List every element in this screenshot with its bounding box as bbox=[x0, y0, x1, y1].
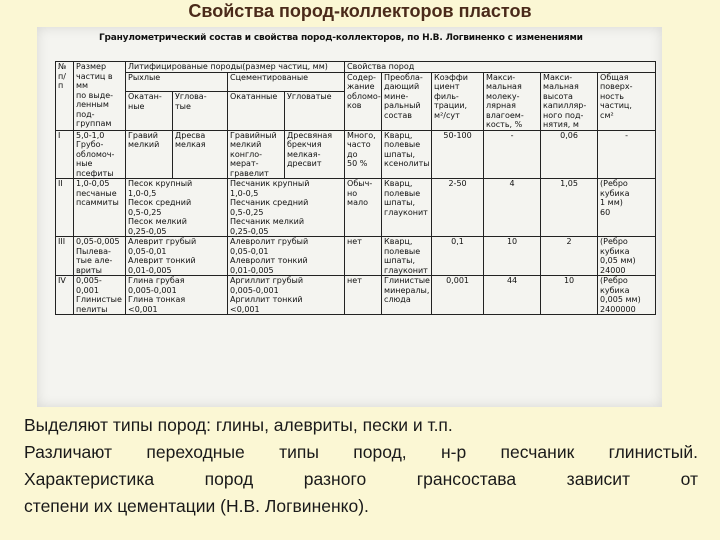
row-mineral: Кварц, полевые шпаты, глауконит bbox=[382, 179, 432, 237]
header-cemented-angular: Угловатые bbox=[285, 92, 345, 130]
row-loose-rounded: Гравий мелкий bbox=[126, 130, 173, 179]
row-mineral: Кварц, полевые шпаты, глауконит bbox=[382, 237, 432, 276]
row-number: IV bbox=[56, 276, 74, 315]
header-number: № п/п bbox=[56, 62, 74, 131]
row-size: 0,005- 0,001 Глинистые пелиты bbox=[74, 276, 126, 315]
row-number: I bbox=[56, 130, 74, 179]
row-number: III bbox=[56, 237, 74, 276]
header-content: Содер- жание обломо- ков bbox=[345, 72, 382, 130]
header-loose-angular: Углова- тые bbox=[173, 92, 228, 130]
row-loose: Глина грубая 0,005-0,001 Глина тонкая <0,001 bbox=[126, 276, 228, 315]
row-content: Обыч- но мало bbox=[345, 179, 382, 237]
row-surface: (Ребро кубика 0,005 мм) 2400000 bbox=[598, 276, 656, 315]
table-row bbox=[56, 179, 656, 237]
body-line-2: Различают переходные типы пород, н-р песчаник глинистый. bbox=[24, 442, 698, 462]
row-mineral: Глинистые минералы, слюда bbox=[382, 276, 432, 315]
row-filtration: 50-100 bbox=[432, 130, 484, 179]
body-line-1: Выделяют типы пород: глины, алевриты, пески и т.п. bbox=[24, 415, 453, 435]
row-cemented-rounded: Гравийный мелкий конгло- мерат- гравелит bbox=[228, 130, 285, 179]
row-moisture: 10 bbox=[484, 237, 541, 276]
header-properties: Свойства пород bbox=[345, 62, 656, 73]
row-size: 0,05-0,005 Пылева- тые але- вриты bbox=[74, 237, 126, 276]
header-size: Размер частиц в мм по выде- ленным под- группам bbox=[74, 62, 126, 131]
row-surface: - bbox=[598, 130, 656, 179]
row-filtration: 0,1 bbox=[432, 237, 484, 276]
row-capillary: 0,06 bbox=[541, 130, 598, 179]
header-mineral: Преобла- дающий мине- ральный состав bbox=[382, 72, 432, 130]
row-capillary: 2 bbox=[541, 237, 598, 276]
table-row bbox=[56, 237, 656, 276]
row-content: нет bbox=[345, 276, 382, 315]
row-cemented: Аргиллит грубый 0,005-0,001 Аргиллит тонкий <0,001 bbox=[228, 276, 345, 315]
row-moisture: 4 bbox=[484, 179, 541, 237]
header-cemented: Сцементированые bbox=[228, 72, 345, 92]
table-row bbox=[56, 276, 656, 315]
row-moisture: 44 bbox=[484, 276, 541, 315]
row-loose: Алеврит грубый 0,05-0,01 Алеврит тонкий 0,01-0,005 bbox=[126, 237, 228, 276]
row-capillary: 1,05 bbox=[541, 179, 598, 237]
row-loose: Песок крупный 1,0-0,5 Песок средний 0,5-0,25 Песок мелкий 0,25-0,05 bbox=[126, 179, 228, 237]
slide-title: Свойства пород-коллекторов пластов bbox=[188, 1, 532, 21]
header-lithified: Литифицированые породы(размер частиц, мм) bbox=[126, 62, 345, 73]
row-cemented: Алевролит грубый 0,05-0,01 Алевролит тонкий 0,01-0,005 bbox=[228, 237, 345, 276]
row-size: 5,0-1,0 Грубо- обломоч- ные псефиты bbox=[74, 130, 126, 179]
row-content: нет bbox=[345, 237, 382, 276]
header-loose-rounded: Окатан- ные bbox=[126, 92, 173, 130]
table-caption: Гранулометрический состав и свойства пород-коллекторов, по Н.В. Логвиненко с изменениями bbox=[99, 33, 583, 43]
row-number: II bbox=[56, 179, 74, 237]
header-row-1 bbox=[56, 62, 656, 73]
body-line-4: степени их цементации (Н.В. Логвиненко). bbox=[24, 496, 369, 516]
row-mineral: Кварц, полевые шпаты, ксенолиты bbox=[382, 130, 432, 179]
row-moisture: - bbox=[484, 130, 541, 179]
header-cemented-rounded: Окатанные bbox=[228, 92, 285, 130]
row-loose-angular: Дресва мелкая bbox=[173, 130, 228, 179]
row-content: Много, часто до 50 % bbox=[345, 130, 382, 179]
header-row-2 bbox=[56, 72, 656, 92]
header-surface: Общая поверх- ность частиц, см² bbox=[598, 72, 656, 130]
row-surface: (Ребро кубика 1 мм) 60 bbox=[598, 179, 656, 237]
row-cemented: Песчаник крупный 1,0-0,5 Песчаник средний 0,5-0,25 Песчаник мелкий 0,25-0,05 bbox=[228, 179, 345, 237]
body-line-3: Характеристика пород разного грансостава зависит от bbox=[24, 469, 698, 489]
header-loose: Рыхлые bbox=[126, 72, 228, 92]
row-cemented-angular: Дресвяная брекчия мелкая- дресвит bbox=[285, 130, 345, 179]
slide-body-text bbox=[24, 412, 698, 520]
row-surface: (Ребро кубика 0,05 мм) 24000 bbox=[598, 237, 656, 276]
header-capillary: Макси- мальная высота капилляр- ного под- нятия, м bbox=[541, 72, 598, 130]
table-row bbox=[56, 130, 656, 179]
scanned-table-image bbox=[37, 27, 662, 407]
header-moisture: Макси- мальная молеку- лярная влагоем- кость, % bbox=[484, 72, 541, 130]
row-size: 1,0-0,05 песчаные псаммиты bbox=[74, 179, 126, 237]
row-capillary: 10 bbox=[541, 276, 598, 315]
header-filtration: Коэффи циент филь- трации, м²/сут bbox=[432, 72, 484, 130]
row-filtration: 0,001 bbox=[432, 276, 484, 315]
properties-table bbox=[55, 61, 656, 315]
row-filtration: 2-50 bbox=[432, 179, 484, 237]
